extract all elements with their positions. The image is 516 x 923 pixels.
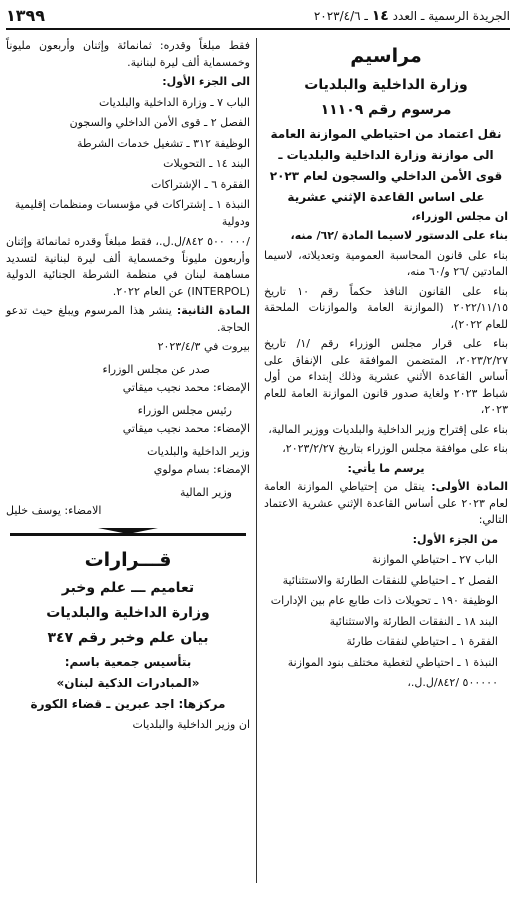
signature-issuer-name: الإمضاء: محمد نجيب ميقاتي (122, 381, 250, 394)
decree-subject-4: على اساس القاعدة الإثني عشرية (287, 189, 485, 204)
part-from: من الجزء الأول: (412, 532, 498, 546)
gazette-title (314, 8, 510, 24)
decree-number: مرسوم رقم ١١١٠٩ (320, 101, 452, 118)
section2-title: قـــرارات (84, 548, 172, 571)
to-section: الفصل ٢ ـ قوى الأمن الداخلي والسجون (69, 116, 250, 129)
article-2-label: المادة الثانية: (176, 304, 250, 317)
decree-subject-2: الى موازنة وزارة الداخلية والبلديات ـ (278, 147, 494, 162)
signature-issuer: صدر عن مجلس الوزراء (102, 362, 210, 376)
left-column (6, 38, 250, 738)
notice-subtitle: بتأسيس جمعية باسم: (64, 655, 192, 669)
section2-subtitle: تعاميم ـــ علم وخبر (61, 580, 195, 596)
preamble-2: بناء على قانون المحاسبة العمومية وتعديلاته، لاسيما المادتين /٢٦ و/٦٠ منه، (264, 248, 508, 278)
signature-finance-title: وزير المالية (180, 485, 232, 499)
transfer-text: /٠٠٠ ٥٠٠ ٨٤٢/ل.ل.، فقط مبلغاً وقدره ثمانمائة وإثنان وأربعون مليوناً وخمسماية ألف ليرة لبنانية لتسديد مساهمة لبنان في منظمة الشرطة الجنائية الدولية (INTERPOL) عن العام ٢٠٢٢. (6, 235, 251, 298)
section-title: مراسيم (350, 45, 422, 67)
article-1-label: المادة الأولى: (431, 480, 508, 493)
right-column (264, 38, 508, 696)
amount-text: فقط مبلغاً وقدره: ثمانمائة وإثنان وأربعون مليوناً وخمسماية ألف ليرة لبنانية. (6, 39, 250, 69)
item-paragraph: الفقرة ١ ـ احتياطي لنفقات طارئة (346, 635, 498, 648)
signature-finance-name: الامضاء: يوسف خليل (6, 504, 102, 517)
decree-subject-1: نقل اعتماد من احتياطي الموازنة العامة (270, 126, 502, 141)
part-to: الى الجزء الأول: (162, 75, 250, 88)
association-hq: مركزها: اجد عبرين ـ قضاء الكورة (30, 697, 226, 711)
signature-interior-title: وزير الداخلية والبلديات (147, 444, 250, 458)
preamble-6: بناء على موافقة مجلس الوزراء بتاريخ ٢٠٢٣/٢/٢٧، (282, 442, 508, 455)
item-subparagraph: النبذة ١ ـ احتياطي لتغطية مختلف بنود الموازنة (287, 655, 498, 669)
to-subparagraph: النبذة ١ ـ إشتراكات في مؤسسات ومنظمات إقليمية ودولية (14, 198, 250, 228)
to-chapter: الباب ٧ ـ وزارة الداخلية والبلديات (99, 95, 250, 109)
gazette-name: الجريدة الرسمية ـ العدد (392, 9, 510, 23)
association-name: «المبادرات الذكية لبنان» (56, 676, 200, 690)
ministry2-title: وزارة الداخلية والبلديات (46, 605, 210, 621)
item-chapter: الباب ٢٧ ـ احتياطي الموازنة (371, 553, 498, 566)
article-1-text: ينقل من إحتياطي الموازنة العامة لعام ٢٠٢٣ على أساس القاعدة الإثني عشرية الاعتماد التالي: (264, 480, 508, 526)
item-section: الفصل ٢ ـ احتياطي للنفقات الطارئة والاستثنائية (282, 573, 498, 587)
signature-pm-title: رئيس مجلس الوزراء (137, 403, 232, 417)
to-function: الوظيفة ٣١٢ ـ تشغيل خدمات الشرطة (76, 136, 250, 150)
preamble-5: بناء على إقتراح وزير الداخلية والبلديات ووزير المالية، (268, 422, 508, 436)
closing-line: ان وزير الداخلية والبلديات (132, 718, 250, 731)
decree-subject-3: قوى الأمن الداخلي والسجون لعام ٢٠٢٣ (269, 168, 503, 183)
page-header (6, 6, 510, 30)
issue-number: ١٤ (371, 8, 389, 24)
page-number: ١٣٩٩ (6, 6, 46, 25)
section-divider (6, 528, 250, 540)
opening: ان مجلس الوزراء، (411, 209, 508, 223)
item-function: الوظيفة ١٩٠ ـ تحويلات ذات طابع عام بين الإدارات (270, 594, 498, 607)
article-1 (264, 479, 508, 529)
notice-number: بيان علم وخبر رقم ٣٤٧ (47, 630, 209, 646)
signature-pm-name: الإمضاء: محمد نجيب ميقاتي (122, 422, 250, 435)
preamble-1: بناء على الدستور لاسيما المادة /٦٢/ منه، (290, 229, 508, 242)
item-amount: ٥٠٠٠٠٠ /٨٤٢/ل.ل.، (407, 676, 498, 689)
item-clause: البند ١٨ ـ النفقات الطارئة والاستثنائية (329, 614, 498, 628)
to-paragraph: الفقرة ٦ ـ الإشتراكات (151, 177, 250, 191)
article-2-text: ينشر هذا المرسوم ويبلغ حيث تدعو الحاجة. (6, 304, 250, 334)
decrees-line: يرسم ما يأتي: (347, 461, 425, 475)
place-date: بيروت في ٢٠٢٣/٤/٣ (157, 340, 250, 353)
ministry-title: وزارة الداخلية والبلديات (304, 76, 468, 93)
preamble-3: بناء على القانون النافذ حكماً رقم ١٠ تاريخ ٢٠٢٢/١١/١٥ (الموازنة العامة والموازنات الملحقة للعام ٢٠٢٢)، (264, 284, 508, 331)
issue-date: ـ ٢٠٢٣/٤/٦ (313, 9, 368, 23)
to-clause: البند ١٤ ـ التحويلات (163, 157, 250, 170)
signature-interior-name: الإمضاء: بسام مولوي (153, 463, 250, 476)
article-2 (6, 303, 250, 336)
column-divider (256, 38, 257, 883)
preamble-4: بناء على قرار مجلس الوزراء رقم /١/ تاريخ ٢٠٢٣/٢/٢٧، المتضمن الموافقة على الإنفاق على أساس القاعدة الأثني عشرية وذلك إبتداء من أول شباط ٢٠٢٣ ولغاية صدور قانون الموازنة العامة للعام ٢٠٢٣، (264, 337, 509, 416)
